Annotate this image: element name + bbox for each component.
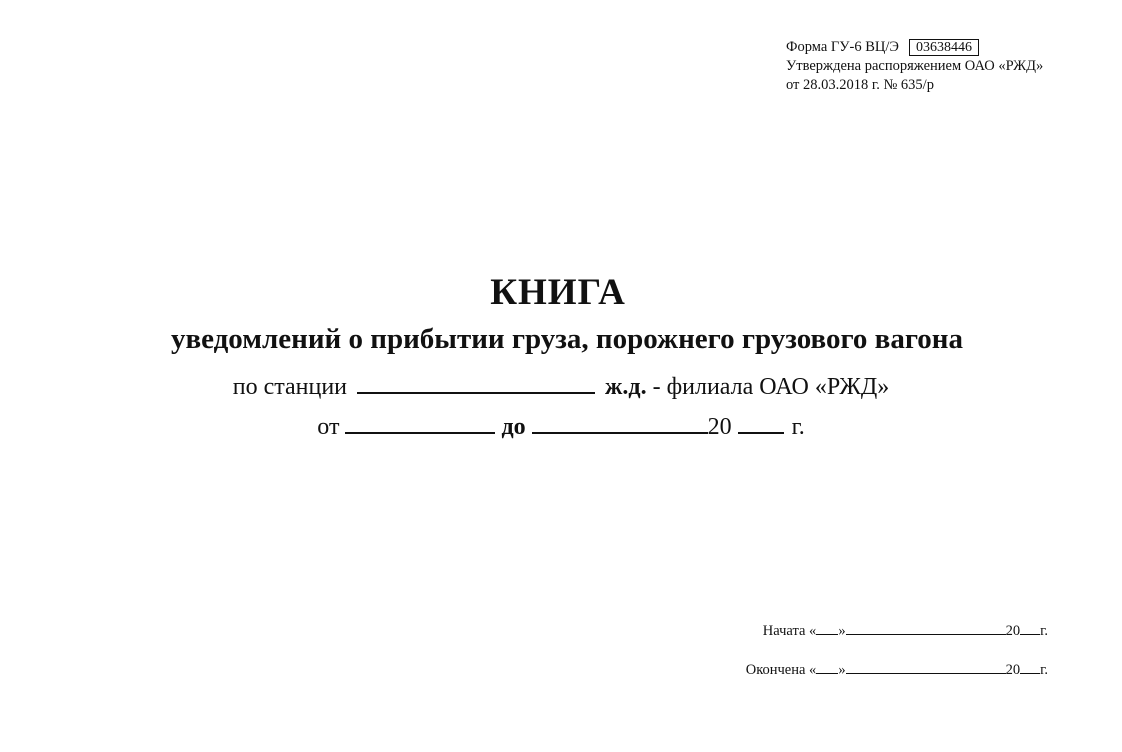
ended-month-blank[interactable] [846,659,1006,674]
to-date-blank[interactable] [532,410,708,434]
started-year-suffix: г. [1040,623,1048,639]
period-year-blank[interactable] [738,410,784,434]
started-month-blank[interactable] [846,620,1006,635]
ended-day-blank[interactable] [816,659,838,674]
approved-line: Утверждена распоряжением ОАО «РЖД» [786,58,1044,74]
ended-row [746,659,1048,680]
started-quote-close: » [838,623,846,639]
ended-year-blank[interactable] [1020,659,1040,674]
station-prefix: по станции [232,374,348,400]
ended-label: Окончена « [745,662,817,678]
period-line [0,410,1122,444]
page-title: КНИГА [490,272,626,313]
period-year-suffix: г. [791,414,805,440]
station-line [0,370,1122,404]
station-suffix: - филиала ОАО «РЖД» [652,374,890,400]
dates-block [746,620,1048,698]
started-label: Начата « [762,623,817,639]
started-year-blank[interactable] [1020,620,1040,635]
form-label: Форма ГУ-6 ВЦ/Э [786,39,899,55]
to-label: до [501,414,526,440]
form-code-box: 03638446 [909,39,979,56]
from-label: от [317,414,340,440]
started-century: 20 [1005,623,1021,639]
started-row [746,620,1048,641]
started-day-blank[interactable] [816,620,838,635]
station-name-blank[interactable] [357,370,595,394]
form-header [786,38,1043,95]
from-date-blank[interactable] [345,410,495,434]
period-century: 20 [707,414,732,440]
ended-quote-close: » [838,662,846,678]
ended-year-suffix: г. [1040,662,1048,678]
railway-abbr: ж.д. [605,374,647,400]
form-label-row [786,38,1043,57]
order-line: от 28.03.2018 г. № 635/р [786,77,934,93]
page-subtitle: уведомлений о прибытии груза, порожнего грузового вагона [170,323,964,355]
ended-century: 20 [1005,662,1021,678]
